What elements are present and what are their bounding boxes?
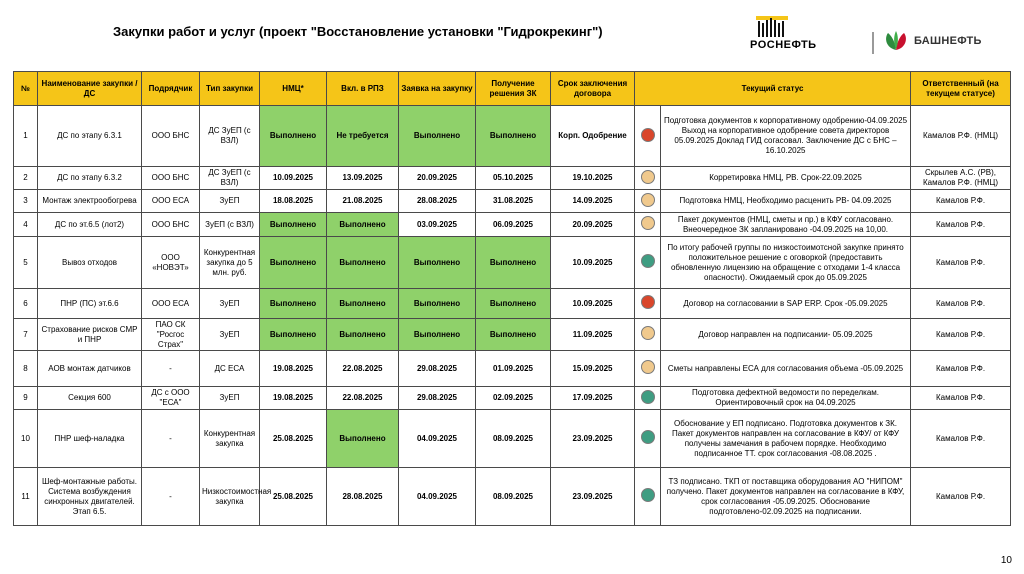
row-num: 11 xyxy=(14,468,38,526)
row-deadline: 14.09.2025 xyxy=(551,190,635,213)
row-name: ПНР (ПС) эт.6.6 xyxy=(38,289,142,319)
row-deadline: Корп. Одобрение xyxy=(551,106,635,167)
row-signal xyxy=(635,410,661,468)
row-name: Монтаж электрообогрева xyxy=(38,190,142,213)
row-status: Пакет документов (НМЦ, сметы и пр.) в КФУ согласовано. Внеочередное ЗК запланировано -04.09.2025 на 10,00. xyxy=(661,213,911,237)
status-signal-icon xyxy=(641,170,655,184)
row-signal xyxy=(635,167,661,190)
row-responsible: Камалов Р.Ф. xyxy=(911,289,1011,319)
row-deadline: 15.09.2025 xyxy=(551,351,635,387)
row-request: 03.09.2025 xyxy=(399,213,476,237)
row-responsible: Камалов Р.Ф. xyxy=(911,190,1011,213)
row-deadline: 19.10.2025 xyxy=(551,167,635,190)
row-name: Секция 600 xyxy=(38,387,142,410)
row-type: ЗуЕП (с ВЗЛ) xyxy=(200,213,260,237)
row-nmc: Выполнено xyxy=(260,237,327,289)
row-rpz: Не требуется xyxy=(327,106,399,167)
row-rpz: 13.09.2025 xyxy=(327,167,399,190)
row-name: Страхование рисков СМР и ПНР xyxy=(38,319,142,351)
row-contractor: - xyxy=(142,410,200,468)
status-signal-icon xyxy=(641,326,655,340)
row-name: ДС по этапу 6.3.2 xyxy=(38,167,142,190)
row-rpz: Выполнено xyxy=(327,289,399,319)
row-contractor: ПАО СК "Росгос Страх" xyxy=(142,319,200,351)
row-nmc: Выполнено xyxy=(260,319,327,351)
row-contractor: ООО «НОВЭТ» xyxy=(142,237,200,289)
row-responsible: Камалов Р.Ф. (НМЦ) xyxy=(911,106,1011,167)
table-row xyxy=(14,190,1011,213)
row-type: ЗуЕП xyxy=(200,190,260,213)
row-nmc: 10.09.2025 xyxy=(260,167,327,190)
row-request: 04.09.2025 xyxy=(399,410,476,468)
row-request: 20.09.2025 xyxy=(399,167,476,190)
logos xyxy=(748,16,1008,60)
logo-separator xyxy=(872,32,874,54)
row-contractor: ООО БНС xyxy=(142,213,200,237)
col-header-nmc: НМЦ* xyxy=(260,72,327,106)
table-row xyxy=(14,289,1011,319)
row-responsible: Скрылев А.С. (РВ), Камалов Р.Ф. (НМЦ) xyxy=(911,167,1011,190)
row-deadline: 23.09.2025 xyxy=(551,468,635,526)
row-signal xyxy=(635,387,661,410)
row-num: 1 xyxy=(14,106,38,167)
row-contractor: - xyxy=(142,468,200,526)
row-type: ДС ЗуЕП (с ВЗЛ) xyxy=(200,106,260,167)
row-request: 28.08.2025 xyxy=(399,190,476,213)
row-signal xyxy=(635,468,661,526)
row-decision: Выполнено xyxy=(476,289,551,319)
col-header-type: Тип закупки xyxy=(200,72,260,106)
row-contractor: ДС с ООО "ЕСА" xyxy=(142,387,200,410)
table-row xyxy=(14,351,1011,387)
row-num: 8 xyxy=(14,351,38,387)
row-decision: 08.09.2025 xyxy=(476,468,551,526)
table-row xyxy=(14,387,1011,410)
row-request: 04.09.2025 xyxy=(399,468,476,526)
row-type: ДС ЗуЕП (с ВЗЛ) xyxy=(200,167,260,190)
row-type: Конкурентная закупка до 5 млн. руб. xyxy=(200,237,260,289)
status-signal-icon xyxy=(641,430,655,444)
table-row xyxy=(14,237,1011,289)
col-header-request: Заявка на закупку xyxy=(399,72,476,106)
row-contractor: - xyxy=(142,351,200,387)
table-row xyxy=(14,319,1011,351)
row-name: ПНР шеф-наладка xyxy=(38,410,142,468)
row-responsible: Камалов Р.Ф. xyxy=(911,319,1011,351)
col-header-decision: Получение решения ЗК xyxy=(476,72,551,106)
row-decision: Выполнено xyxy=(476,106,551,167)
table-row xyxy=(14,106,1011,167)
status-signal-icon xyxy=(641,254,655,268)
row-responsible: Камалов Р.Ф. xyxy=(911,213,1011,237)
row-num: 5 xyxy=(14,237,38,289)
status-signal-icon xyxy=(641,295,655,309)
row-name: ДС по эт.6.5 (лот2) xyxy=(38,213,142,237)
row-num: 9 xyxy=(14,387,38,410)
row-status: По итогу рабочей группы по низкостоимотсной закупке принято положительное решение с оговоркой (предоставить обновленную лицензию на обращение с отходами 1-4 класса опасности). Ожидаемый срок до 05.09.2025 xyxy=(661,237,911,289)
row-deadline: 10.09.2025 xyxy=(551,237,635,289)
row-type: ЗуЕП xyxy=(200,387,260,410)
row-responsible: Камалов Р.Ф. xyxy=(911,410,1011,468)
row-contractor: ООО ЕСА xyxy=(142,289,200,319)
row-signal xyxy=(635,190,661,213)
col-header-name: Наименование закупки / ДС xyxy=(38,72,142,106)
row-status: ТЗ подписано. ТКП от поставщика оборудования АО "НИПОМ" получено. Пакет документов направлен на согласование в КФУ, срок согласования -05.09.2025. Обоснование подготовлено-02.09.2025 на подписании. xyxy=(661,468,911,526)
page-title: Закупки работ и услуг (проект "Восстановление установки "Гидрокрекинг") xyxy=(113,24,603,39)
row-num: 10 xyxy=(14,410,38,468)
row-name: АОВ монтаж датчиков xyxy=(38,351,142,387)
row-rpz: Выполнено xyxy=(327,213,399,237)
row-num: 4 xyxy=(14,213,38,237)
row-contractor: ООО БНС xyxy=(142,167,200,190)
row-decision: Выполнено xyxy=(476,237,551,289)
row-nmc: 18.08.2025 xyxy=(260,190,327,213)
row-type: Низкостоимостная закупка xyxy=(200,468,260,526)
col-header-contractor: Подрядчик xyxy=(142,72,200,106)
row-signal xyxy=(635,319,661,351)
col-header-rpz: Вкл. в РПЗ xyxy=(327,72,399,106)
row-nmc: 19.08.2025 xyxy=(260,387,327,410)
row-rpz: 22.08.2025 xyxy=(327,351,399,387)
row-rpz: 21.08.2025 xyxy=(327,190,399,213)
row-deadline: 10.09.2025 xyxy=(551,289,635,319)
row-signal xyxy=(635,106,661,167)
row-deadline: 17.09.2025 xyxy=(551,387,635,410)
row-deadline: 23.09.2025 xyxy=(551,410,635,468)
row-decision: 06.09.2025 xyxy=(476,213,551,237)
row-responsible: Камалов Р.Ф. xyxy=(911,351,1011,387)
row-decision: 02.09.2025 xyxy=(476,387,551,410)
table-row xyxy=(14,167,1011,190)
row-status: Сметы направлены ЕСА для согласования объема -05.09.2025 xyxy=(661,351,911,387)
row-request: Выполнено xyxy=(399,106,476,167)
row-status: Подготовка НМЦ, Необходимо расценить РВ- 04.09.2025 xyxy=(661,190,911,213)
col-header-responsible: Ответственный (на текущем статусе) xyxy=(911,72,1011,106)
row-rpz: Выполнено xyxy=(327,410,399,468)
row-decision: 01.09.2025 xyxy=(476,351,551,387)
status-signal-icon xyxy=(641,216,655,230)
row-request: 29.08.2025 xyxy=(399,351,476,387)
row-nmc: Выполнено xyxy=(260,289,327,319)
table-header-row xyxy=(14,72,1011,106)
row-status: Подготовка дефектной ведомости по переделкам. Ориентировочный срок на 04.09.2025 xyxy=(661,387,911,410)
bashneft-logo-text: БАШНЕФТЬ xyxy=(914,35,982,47)
row-responsible: Камалов Р.Ф. xyxy=(911,468,1011,526)
row-nmc: 19.08.2025 xyxy=(260,351,327,387)
row-status: Договор на согласовании в SAP ERP. Срок -05.09.2025 xyxy=(661,289,911,319)
table-row xyxy=(14,213,1011,237)
row-signal xyxy=(635,237,661,289)
row-request: Выполнено xyxy=(399,319,476,351)
row-request: Выполнено xyxy=(399,289,476,319)
row-nmc: Выполнено xyxy=(260,106,327,167)
row-request: 29.08.2025 xyxy=(399,387,476,410)
rosneft-logo-text: РОСНЕФТЬ xyxy=(750,39,817,51)
row-rpz: Выполнено xyxy=(327,237,399,289)
row-deadline: 11.09.2025 xyxy=(551,319,635,351)
row-decision: 31.08.2025 xyxy=(476,190,551,213)
table-row xyxy=(14,468,1011,526)
row-contractor: ООО ЕСА xyxy=(142,190,200,213)
col-header-num: № xyxy=(14,72,38,106)
row-name: ДС по этапу 6.3.1 xyxy=(38,106,142,167)
status-signal-icon xyxy=(641,488,655,502)
row-type: ДС ЕСА xyxy=(200,351,260,387)
row-rpz: 22.08.2025 xyxy=(327,387,399,410)
col-header-status: Текущий статус xyxy=(635,72,911,106)
row-signal xyxy=(635,351,661,387)
row-decision: 05.10.2025 xyxy=(476,167,551,190)
row-rpz: 28.08.2025 xyxy=(327,468,399,526)
row-deadline: 20.09.2025 xyxy=(551,213,635,237)
row-num: 6 xyxy=(14,289,38,319)
status-signal-icon xyxy=(641,390,655,404)
row-decision: Выполнено xyxy=(476,319,551,351)
row-decision: 08.09.2025 xyxy=(476,410,551,468)
page-number: 10 xyxy=(1000,555,1012,566)
status-signal-icon xyxy=(641,193,655,207)
row-rpz: Выполнено xyxy=(327,319,399,351)
row-nmc: 25.08.2025 xyxy=(260,410,327,468)
rosneft-logo-icon xyxy=(754,16,790,38)
row-status: Корретировка НМЦ, РВ. Срок-22.09.2025 xyxy=(661,167,911,190)
row-responsible: Камалов Р.Ф. xyxy=(911,387,1011,410)
row-type: Конкурентная закупка xyxy=(200,410,260,468)
procurement-table xyxy=(13,71,1011,526)
row-responsible: Камалов Р.Ф. xyxy=(911,237,1011,289)
row-type: ЗуЕП xyxy=(200,289,260,319)
row-status: Договор направлен на подписании- 05.09.2025 xyxy=(661,319,911,351)
row-name: Вывоз отходов xyxy=(38,237,142,289)
row-status: Обоснование у ЕП подписано. Подготовка документов к ЗК. Пакет документов направлен на согласование в КФУ/ от КФУ получены замечания в рабочем порядке. Необходимо подписанное ТТ. срок согласования -08.08.2025 . xyxy=(661,410,911,468)
row-num: 7 xyxy=(14,319,38,351)
row-type: ЗуЕП xyxy=(200,319,260,351)
row-contractor: ООО БНС xyxy=(142,106,200,167)
row-nmc: Выполнено xyxy=(260,213,327,237)
row-nmc: 25.08.2025 xyxy=(260,468,327,526)
row-signal xyxy=(635,289,661,319)
row-signal xyxy=(635,213,661,237)
table-row xyxy=(14,410,1011,468)
row-name: Шеф-монтажные работы. Система возбуждения синхронных двигателей. Этап 6.5. xyxy=(38,468,142,526)
row-num: 2 xyxy=(14,167,38,190)
status-signal-icon xyxy=(641,360,655,374)
bashneft-logo-icon xyxy=(882,30,910,52)
status-signal-icon xyxy=(641,128,655,142)
row-request: Выполнено xyxy=(399,237,476,289)
col-header-deadline: Срок заключения договора xyxy=(551,72,635,106)
row-status: Подготовка документов к корпоративному одобрению-04.09.2025 Выход на корпоративное одобрение совета директоров 05.09.2025 Доклад ГИД согасовал. Заключение ДС с БНС – 16.10.2025 xyxy=(661,106,911,167)
row-num: 3 xyxy=(14,190,38,213)
